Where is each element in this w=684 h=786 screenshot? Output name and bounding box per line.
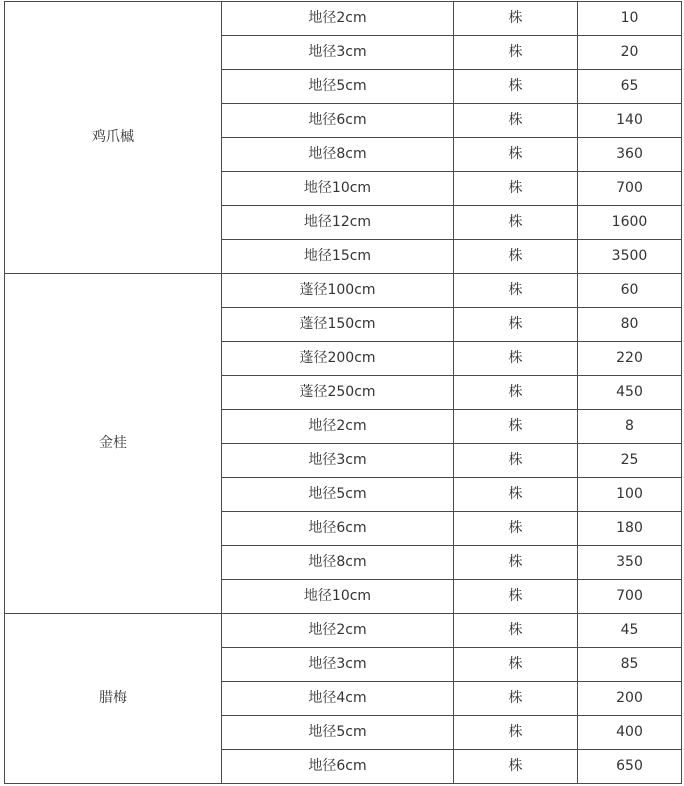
price-cell: 20 xyxy=(578,36,682,70)
unit-cell: 株 xyxy=(454,342,578,376)
unit-cell: 株 xyxy=(454,716,578,750)
spec-cell: 蓬径200cm xyxy=(222,342,454,376)
unit-cell: 株 xyxy=(454,410,578,444)
spec-cell: 地径2cm xyxy=(222,2,454,36)
price-cell: 25 xyxy=(578,444,682,478)
unit-cell: 株 xyxy=(454,2,578,36)
unit-cell: 株 xyxy=(454,444,578,478)
unit-cell: 株 xyxy=(454,478,578,512)
spec-cell: 地径6cm xyxy=(222,104,454,138)
price-cell: 450 xyxy=(578,376,682,410)
spec-cell: 地径5cm xyxy=(222,716,454,750)
table-row xyxy=(5,274,682,308)
unit-cell: 株 xyxy=(454,308,578,342)
unit-cell: 株 xyxy=(454,750,578,784)
spec-cell: 蓬径150cm xyxy=(222,308,454,342)
unit-cell: 株 xyxy=(454,70,578,104)
price-cell: 650 xyxy=(578,750,682,784)
table-row xyxy=(5,614,682,648)
price-cell: 65 xyxy=(578,70,682,104)
spec-cell: 地径12cm xyxy=(222,206,454,240)
unit-cell: 株 xyxy=(454,206,578,240)
unit-cell: 株 xyxy=(454,512,578,546)
spec-cell: 地径5cm xyxy=(222,478,454,512)
spec-cell: 地径3cm xyxy=(222,444,454,478)
unit-cell: 株 xyxy=(454,104,578,138)
price-cell: 350 xyxy=(578,546,682,580)
unit-cell: 株 xyxy=(454,376,578,410)
spec-cell: 地径8cm xyxy=(222,546,454,580)
spec-cell: 地径10cm xyxy=(222,172,454,206)
plant-name-cell: 腊梅 xyxy=(5,614,222,784)
spec-cell: 地径10cm xyxy=(222,580,454,614)
price-cell: 360 xyxy=(578,138,682,172)
price-cell: 1600 xyxy=(578,206,682,240)
plant-name-cell: 鸡爪槭 xyxy=(5,2,222,274)
price-cell: 140 xyxy=(578,104,682,138)
spec-cell: 地径2cm xyxy=(222,410,454,444)
price-cell: 700 xyxy=(578,580,682,614)
price-cell: 60 xyxy=(578,274,682,308)
spec-cell: 蓬径100cm xyxy=(222,274,454,308)
price-cell: 100 xyxy=(578,478,682,512)
price-cell: 700 xyxy=(578,172,682,206)
price-cell: 180 xyxy=(578,512,682,546)
spec-cell: 地径6cm xyxy=(222,512,454,546)
price-cell: 3500 xyxy=(578,240,682,274)
price-cell: 200 xyxy=(578,682,682,716)
plant-name-cell: 金桂 xyxy=(5,274,222,614)
spec-cell: 地径15cm xyxy=(222,240,454,274)
spec-cell: 蓬径250cm xyxy=(222,376,454,410)
unit-cell: 株 xyxy=(454,172,578,206)
unit-cell: 株 xyxy=(454,648,578,682)
unit-cell: 株 xyxy=(454,138,578,172)
spec-cell: 地径3cm xyxy=(222,648,454,682)
price-cell: 10 xyxy=(578,2,682,36)
price-cell: 85 xyxy=(578,648,682,682)
spec-cell: 地径4cm xyxy=(222,682,454,716)
price-cell: 220 xyxy=(578,342,682,376)
unit-cell: 株 xyxy=(454,682,578,716)
spec-cell: 地径8cm xyxy=(222,138,454,172)
spec-cell: 地径5cm xyxy=(222,70,454,104)
unit-cell: 株 xyxy=(454,614,578,648)
price-cell: 8 xyxy=(578,410,682,444)
unit-cell: 株 xyxy=(454,36,578,70)
table-row xyxy=(5,2,682,36)
unit-cell: 株 xyxy=(454,240,578,274)
unit-cell: 株 xyxy=(454,546,578,580)
spec-cell: 地径6cm xyxy=(222,750,454,784)
price-cell: 80 xyxy=(578,308,682,342)
spec-cell: 地径2cm xyxy=(222,614,454,648)
unit-cell: 株 xyxy=(454,580,578,614)
price-cell: 400 xyxy=(578,716,682,750)
unit-cell: 株 xyxy=(454,274,578,308)
price-cell: 45 xyxy=(578,614,682,648)
table-body xyxy=(5,2,682,784)
price-table xyxy=(4,1,682,784)
spec-cell: 地径3cm xyxy=(222,36,454,70)
